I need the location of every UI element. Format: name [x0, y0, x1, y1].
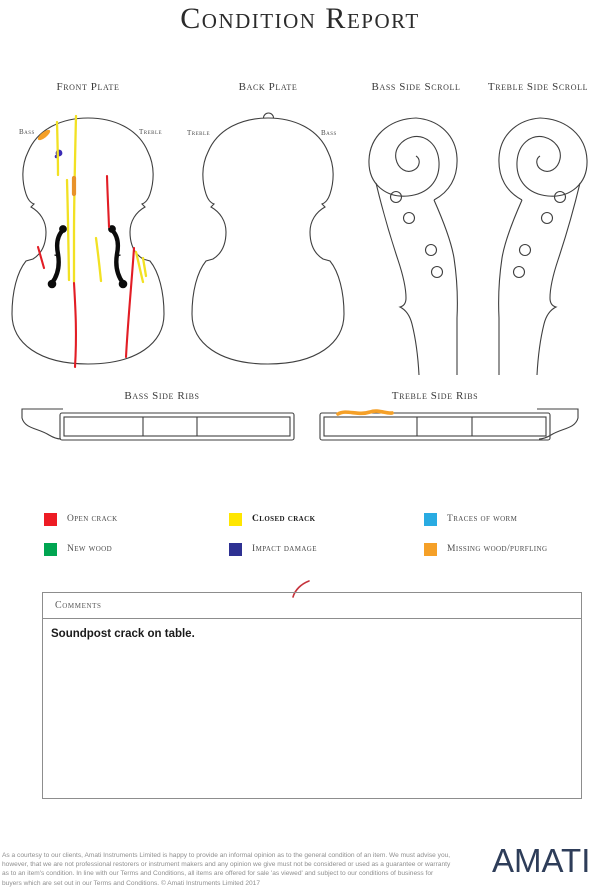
- rib-inner: [324, 417, 546, 436]
- rib-dividers: [143, 417, 197, 436]
- back-plate-treble-label: Treble: [187, 129, 211, 137]
- bass-ribs-diagram: [18, 405, 298, 445]
- legend-label: Closed crack: [252, 514, 316, 524]
- back-plate-outline: [192, 118, 344, 364]
- scroll-spiral: [517, 118, 587, 196]
- comments-header: [43, 593, 581, 619]
- neck-heel: [22, 409, 63, 439]
- missing-purfling-mark: [338, 411, 392, 414]
- legend-item-new-wood: [44, 542, 112, 556]
- worm-swatch: [424, 513, 437, 526]
- treble-f-hole: [109, 226, 127, 288]
- rib-dividers: [417, 417, 472, 436]
- legend-item-impact-damage: [229, 542, 317, 556]
- legend-label: New wood: [67, 544, 113, 554]
- comments-box: [42, 592, 582, 799]
- pegbox-left-heel: [376, 183, 419, 375]
- impact-damage-swatch: [229, 543, 242, 556]
- f-holes: [48, 226, 127, 288]
- back-plate-button: [264, 113, 274, 118]
- front-plate-title: Front Plate: [56, 81, 120, 93]
- treble-scroll-diagram: [480, 88, 600, 378]
- page-title: Condition Report: [180, 2, 420, 35]
- peg-holes: [391, 192, 443, 278]
- amati-logo: AMATI: [492, 842, 591, 879]
- scroll-head-right: [499, 118, 540, 200]
- treble-ribs-diagram: [318, 405, 582, 445]
- scroll-spiral: [369, 118, 439, 196]
- front-plate-marks: [36, 116, 146, 367]
- front-plate-treble-label: Treble: [139, 128, 163, 136]
- legend-label: Traces of worm: [447, 514, 518, 524]
- scroll-throat-neck-right: [499, 200, 522, 375]
- comments-text: Soundpost crack on table.: [51, 628, 195, 640]
- legend-label: Missing wood/purfling: [447, 544, 548, 554]
- treble-ribs-title: Treble Side Ribs: [391, 390, 479, 402]
- legend-item-missing-wood: [424, 542, 547, 556]
- pegbox-left-heel: [537, 183, 580, 375]
- legend-item-traces-of-worm: [424, 512, 517, 526]
- missing-purfling-mark: [36, 128, 51, 142]
- new-wood-swatch: [44, 543, 57, 556]
- back-plate-bass-label: Bass: [321, 129, 337, 137]
- legend-label: Open crack: [67, 514, 118, 524]
- bass-scroll-diagram: [356, 88, 476, 378]
- rib-inner: [64, 417, 290, 436]
- bass-f-hole: [48, 226, 66, 288]
- missing-wood-swatch: [424, 543, 437, 556]
- legend-label: Impact damage: [252, 544, 317, 554]
- scroll-throat-neck-right: [434, 200, 457, 375]
- back-plate-title: Back Plate: [238, 81, 298, 93]
- open-crack-swatch: [44, 513, 57, 526]
- scroll-head-right: [416, 118, 457, 200]
- back-plate-diagram: [188, 112, 348, 374]
- front-plate-diagram: [8, 114, 168, 376]
- footer-disclaimer: As a courtesy to our clients, Amati Instruments Limited is happy to provide an informal opinion as to the general condition of an item. We must advise you, however, that we are not professional restorers or instrument makers and any opinion we give must not be considered or used as a guarantee or warranty as to an item's condition. In line with our Terms and Conditions, all items are offered for sale 'as viewed' and subject to our conditions of business for buyers which are set out in our Terms and Conditions. © Amati Instruments Limited 2017: [2, 852, 451, 887]
- legend-item-open-crack: [44, 512, 118, 526]
- comments-header-label: Comments: [55, 600, 102, 611]
- front-plate-bass-label: Bass: [19, 128, 35, 136]
- peg-holes: [514, 192, 566, 278]
- bass-scroll-title: Bass Side Scroll: [371, 81, 461, 93]
- closed-crack-swatch: [229, 513, 242, 526]
- treble-scroll-title: Treble Side Scroll: [487, 81, 589, 93]
- legend-item-closed-crack: [229, 512, 315, 526]
- bass-ribs-title: Bass Side Ribs: [124, 390, 200, 402]
- front-plate-outline: [12, 118, 164, 364]
